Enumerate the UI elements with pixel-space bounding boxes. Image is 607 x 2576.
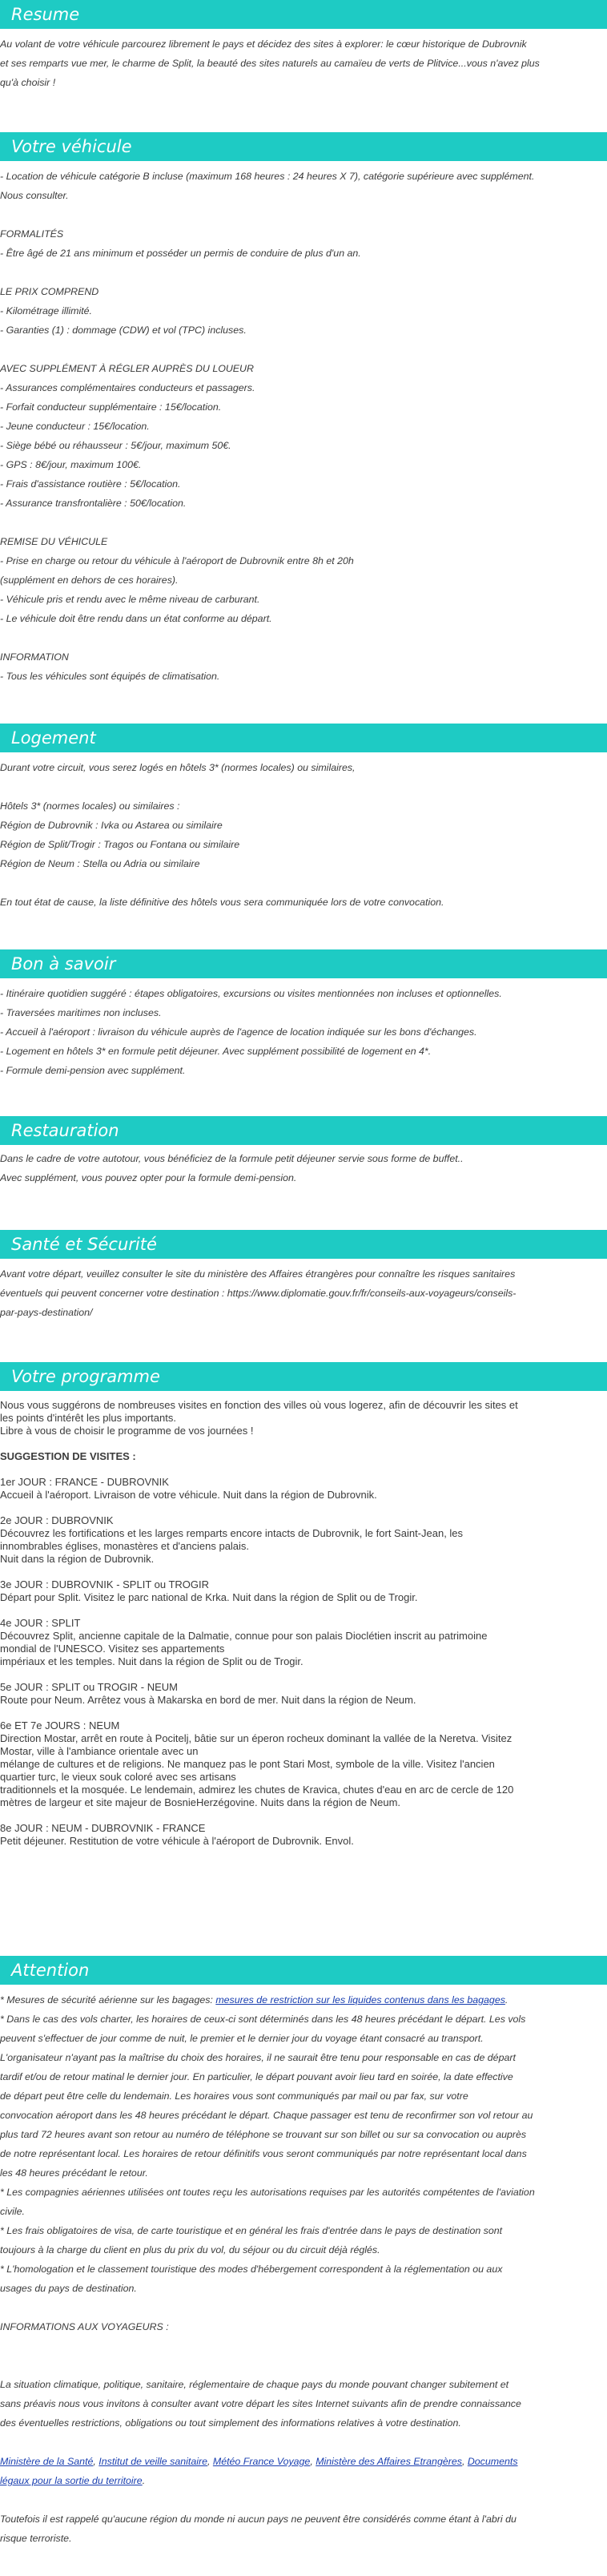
text-span: peuvent s'effectuer de jour comme de nuit, le premier et le dernier jour du voyage étant consacré au transport. [0, 2033, 484, 2044]
text-span: toujours à la charge du client en plus du prix du vol, du séjour ou du circuit déjà réglés. [0, 2244, 380, 2256]
blank-line [0, 1668, 601, 1681]
blank-line [0, 2433, 601, 2452]
section-title: Votre programme [11, 1367, 160, 1386]
section-header-bon-a-savoir [0, 949, 607, 978]
text-span: , [461, 2456, 468, 2467]
text-line [0, 2394, 601, 2413]
info-link[interactable]: mesures de restriction sur les liquides contenus dans les bagages [215, 1994, 505, 2006]
text-line: Découvrez les fortifications et les larges remparts encore intacts de Dubrovnik, le fort Saint-Jean, les [0, 1527, 464, 1539]
section-title: Logement [11, 728, 96, 748]
text-line: En tout état de cause, la liste définitive des hôtels vous sera communiquée lors de votre convocation. [0, 897, 444, 908]
section-header-sante [0, 1230, 607, 1259]
section-title: Attention [11, 1961, 90, 1980]
text-line: Nuit dans la région de Dubrovnik. [0, 1553, 155, 1565]
resume-text [0, 34, 601, 92]
section-header-vehicule [0, 132, 607, 161]
text-line: Au volant de votre véhicule parcourez librement le pays et décidez des sites à explorer: le cœur historique de Dubrovnik [0, 38, 527, 50]
text-line: mélange de cultures et de religions. Ne manquez pas le pont Stari Most, symbole de la ville. Visitez l'ancien [0, 1758, 495, 1770]
text-line: Départ pour Split. Visitez le parc national de Krka. Nuit dans la région de Split ou de Trogir. [0, 1591, 418, 1603]
text-span: sans préavis nous vous invitons à consulter avant votre départ les sites Internet suivants afin de prendre connaissance [0, 2398, 521, 2409]
text-span: , [93, 2456, 99, 2467]
blank-line [0, 1437, 601, 1450]
blank-line [0, 1604, 601, 1617]
section-title: Restauration [11, 1121, 119, 1140]
info-link[interactable]: Ministère des Affaires Etrangères [316, 2456, 462, 2467]
text-line: innombrables églises, monastères et d'anciens palais. [0, 1540, 250, 1552]
blank-line [0, 1502, 601, 1514]
text-line: Direction Mostar, arrêt en route à Pocitelj, bâtie sur un éperon rocheux dominant la vallée de la Neretva. Visitez [0, 1732, 513, 1744]
blank-line [0, 873, 601, 893]
text-line: 5e JOUR : SPLIT ou TROGIR - NEUM [0, 1681, 179, 1693]
blank-line [0, 1463, 601, 1476]
text-line: Nous consulter. [0, 190, 69, 201]
text-line: Nous vous suggérons de nombreuses visites en fonction des villes où vous logerez, afin de découvrir les sites et [0, 1399, 518, 1411]
text-span: * Les compagnies aériennes utilisées ont toutes reçu les autorisations requises par les autorités compétentes de l'aviation [0, 2187, 535, 2198]
text-line: - Logement en hôtels 3* en formule petit déjeuner. Avec supplément possibilité de logement en 4*. [0, 1046, 432, 1057]
text-line: - Prise en charge ou retour du véhicule à l'aéroport de Dubrovnik entre 8h et 20h [0, 555, 354, 566]
text-line: FORMALITÉS [0, 228, 64, 240]
text-span: civile. [0, 2206, 25, 2217]
text-line: les points d'intérêt les plus importants. [0, 1412, 176, 1424]
blank-line [0, 777, 601, 796]
text-line: - Forfait conducteur supplémentaire : 15€/location. [0, 401, 222, 413]
text-line: 3e JOUR : DUBROVNIK - SPLIT ou TROGIR [0, 1578, 210, 1590]
section-header-attention [0, 1956, 607, 1985]
text-line [0, 2413, 601, 2433]
text-span: . [142, 2475, 146, 2486]
text-line: qu'à choisir ! [0, 77, 56, 88]
text-line: 6e ET 7e JOURS : NEUM [0, 1719, 120, 1731]
text-line [0, 2086, 601, 2106]
text-line: - Jeune conducteur : 15€/location. [0, 421, 150, 432]
text-line: - Être âgé de 21 ans minimum et posséder un permis de conduire de plus d'un an. [0, 248, 361, 259]
text-line: (supplément en dehors de ces horaires). [0, 574, 179, 586]
text-line: 8e JOUR : NEUM - DUBROVNIK - FRANCE [0, 1822, 206, 1834]
programme-text [0, 1399, 601, 1848]
info-link[interactable]: Documents [467, 2456, 518, 2467]
text-line: Route pour Neum. Arrêtez vous à Makarska en bord de mer. Nuit dans la région de Neum. [0, 1694, 416, 1706]
text-line [0, 2529, 601, 2548]
text-line [0, 2240, 601, 2260]
text-line: - Véhicule pris et rendu avec le même niveau de carburant. [0, 594, 260, 605]
blank-line [0, 513, 601, 532]
text-line [0, 2375, 601, 2394]
subheading: SUGGESTION DE VISITES : [0, 1450, 136, 1462]
text-line: mètres de largeur et site majeur de BosnieHerzégovine. Nuits dans la région de Neum. [0, 1796, 401, 1808]
vehicule-text [0, 167, 601, 686]
text-span: . [504, 1994, 509, 2006]
text-line [0, 2317, 601, 2336]
text-line [0, 2260, 601, 2279]
text-line: AVEC SUPPLÉMENT À RÉGLER AUPRÈS DU LOUEUR [0, 363, 254, 374]
text-span: usages du pays de destination. [0, 2283, 137, 2294]
text-line: Région de Dubrovnik : Ivka ou Astarea ou similaire [0, 820, 223, 831]
blank-line [0, 2336, 601, 2356]
text-line [0, 2471, 601, 2490]
blank-line [0, 628, 601, 647]
text-span: , [310, 2456, 316, 2467]
text-span: * Mesures de sécurité aérienne sur les bagages: [0, 1994, 216, 2006]
text-line [0, 2183, 601, 2202]
restauration-text [0, 1149, 601, 1187]
text-span: tardif et/ou de retour matinal le dernier jour. En particulier, le départ pouvant avoir lieu tard en soirée, la date effective [0, 2071, 513, 2082]
text-line [0, 2279, 601, 2298]
text-line: INFORMATION [0, 651, 69, 663]
section-title: Bon à savoir [11, 954, 116, 974]
text-span: les 48 heures précédant le retour. [0, 2167, 148, 2179]
text-span: Toutefois il est rappelé qu'aucune région du monde ni aucun pays ne peuvent être considérés comme étant à l'abri du [0, 2514, 517, 2525]
text-line: 1er JOUR : FRANCE - DUBROVNIK [0, 1476, 169, 1488]
text-line [0, 2010, 601, 2029]
section-header-resume [0, 0, 607, 29]
text-line: Petit déjeuner. Restitution de votre véhicule à l'aéroport de Dubrovnik. Envol. [0, 1835, 354, 1847]
text-line: - Assurances complémentaires conducteurs et passagers. [0, 382, 255, 393]
blank-line [0, 1707, 601, 1719]
text-line: Hôtels 3* (normes locales) ou similaires : [0, 800, 180, 812]
text-span: de départ peut être celle du lendemain. Les horaires vous sont communiqués par mail ou par fax, sur votre [0, 2090, 468, 2102]
attention-text [0, 1990, 601, 2548]
text-line [0, 2048, 601, 2067]
text-line [0, 1990, 601, 2010]
text-line: quartier turc, le vieux souk coloré avec ses artisans [0, 1771, 236, 1783]
text-line: Libre à vous de choisir le programme de vos journées ! [0, 1425, 254, 1437]
section-header-restauration [0, 1116, 607, 1145]
section-header-programme [0, 1362, 607, 1391]
info-link[interactable]: Météo France Voyage [212, 2456, 311, 2467]
blank-line [0, 2490, 601, 2509]
text-span: L'organisateur n'ayant pas la maîtrise du choix des horaires, il ne saurait être tenu pour responsable en cas de départ [0, 2052, 516, 2063]
blank-line [0, 340, 601, 359]
text-line [0, 2221, 601, 2240]
sante-text [0, 1264, 601, 1322]
text-line: - Accueil à l'aéroport : livraison du véhicule auprès de l'agence de location indiquée sur les bons d'échanges. [0, 1026, 477, 1038]
logement-text [0, 758, 601, 912]
info-link[interactable]: Ministère de la Santé [0, 2456, 94, 2467]
text-span: * Dans le cas des vols charter, les horaires de ceux-ci sont déterminés dans les 48 heures précédant le départ. Les vols [0, 2014, 526, 2025]
text-line: impériaux et les temples. Nuit dans la région de Split ou de Trogir. [0, 1655, 304, 1667]
text-line: Dans le cadre de votre autotour, vous bénéficiez de la formule petit déjeuner servie sous forme de buffet.. [0, 1153, 464, 1164]
text-line: REMISE DU VÉHICULE [0, 536, 108, 547]
text-line: Accueil à l'aéroport. Livraison de votre véhicule. Nuit dans la région de Dubrovnik. [0, 1489, 377, 1501]
text-line: - Frais d'assistance routière : 5€/location. [0, 478, 181, 490]
text-span: des éventuelles restrictions, obligations ou tout simplement des informations relatives à votre destination. [0, 2417, 461, 2429]
text-line: Région de Split/Trogir : Tragos ou Fontana ou similaire [0, 839, 240, 850]
text-line: Avec supplément, vous pouvez opter pour la formule demi-pension. [0, 1172, 297, 1183]
text-line: - Itinéraire quotidien suggéré : étapes obligatoires, excursions ou visites mentionnées non incluses et optionnelles. [0, 988, 502, 999]
blank-line [0, 1809, 601, 1822]
text-line [0, 2144, 601, 2163]
text-line: par-pays-destination/ [0, 1307, 93, 1318]
text-line [0, 2106, 601, 2125]
section-title: Santé et Sécurité [11, 1235, 157, 1254]
text-line [0, 2202, 601, 2221]
text-line: - Traversées maritimes non incluses. [0, 1007, 162, 1018]
bon-a-savoir-text [0, 984, 601, 1080]
section-title: Votre véhicule [11, 137, 132, 156]
text-line: - Formule demi-pension avec supplément. [0, 1065, 186, 1076]
text-line: - Siège bébé ou réhausseur : 5€/jour, maximum 50€. [0, 440, 231, 451]
text-line: éventuels qui peuvent concerner votre destination : https://www.diplomatie.gouv.fr/fr/conseils-aux-voyageurs/conseils- [0, 1288, 517, 1299]
text-line [0, 2509, 601, 2529]
text-span: plus tard 72 heures avant son retour au numéro de téléphone se trouvant sur son billet ou sur sa convocation ou auprès [0, 2129, 527, 2140]
text-span: * Les frais obligatoires de visa, de carte touristique et en général les frais d'entrée dans le pays de destination sont [0, 2225, 503, 2236]
text-line: - Garanties (1) : dommage (CDW) et vol (TPC) incluses. [0, 325, 247, 336]
text-line: traditionnels et la mosquée. Le lendemain, admirez les chutes de Kravica, chutes d'eau en arc de cercle de 120 [0, 1784, 514, 1796]
text-line: - Location de véhicule catégorie B incluse (maximum 168 heures : 24 heures X 7), catégorie supérieure avec supplément. [0, 171, 535, 182]
text-span: de notre représentant local. Les horaires de retour définitifs vous seront communiqués par notre représentant local dans [0, 2148, 527, 2159]
text-span: , [207, 2456, 213, 2467]
text-line [0, 2452, 601, 2471]
text-line: Région de Neum : Stella ou Adria ou similaire [0, 858, 200, 869]
info-link[interactable]: Institut de veille sanitaire [98, 2456, 207, 2467]
text-span: La situation climatique, politique, sanitaire, réglementaire de chaque pays du monde pouvant changer subitement et [0, 2379, 509, 2390]
blank-line [0, 2298, 601, 2317]
text-line: - Le véhicule doit être rendu dans un état conforme au départ. [0, 613, 272, 624]
text-line: Mostar, ville à l'ambiance orientale avec un [0, 1745, 199, 1757]
text-line: - Tous les véhicules sont équipés de climatisation. [0, 671, 220, 682]
blank-line [0, 1566, 601, 1578]
text-line [0, 2067, 601, 2086]
text-span: INFORMATIONS AUX VOYAGEURS : [0, 2321, 169, 2332]
info-link[interactable]: légaux pour la sortie du territoire [0, 2475, 143, 2486]
section-title: Resume [11, 5, 80, 24]
text-line: Avant votre départ, veuillez consulter le site du ministère des Affaires étrangères pour connaître les risques sanitaires [0, 1268, 516, 1280]
text-line: Découvrez Split, ancienne capitale de la Dalmatie, connue pour son palais Dioclétien inscrit au patrimoine [0, 1630, 488, 1642]
text-line: LE PRIX COMPREND [0, 286, 99, 297]
text-line: 4e JOUR : SPLIT [0, 1617, 81, 1629]
text-span: risque terroriste. [0, 2533, 72, 2544]
text-line: - Kilométrage illimité. [0, 305, 92, 316]
section-header-logement [0, 724, 607, 752]
blank-line [0, 2356, 601, 2375]
text-span: * L'homologation et le classement touristique des modes d'hébergement correspondent à la réglementation ou aux [0, 2264, 503, 2275]
text-line [0, 2029, 601, 2048]
text-line [0, 2163, 601, 2183]
text-line: mondial de l'UNESCO. Visitez ses appartements [0, 1643, 225, 1655]
text-span: convocation aéroport dans les 48 heures précédant le départ. Chaque passager est tenu de reconfirmer son vol retour au [0, 2110, 533, 2121]
text-line: Durant votre circuit, vous serez logés en hôtels 3* (normes locales) ou similaires, [0, 762, 356, 773]
text-line: et ses remparts vue mer, le charme de Split, la beauté des sites naturels au camaïeu de verts de Plitvice...vous n'avez plus [0, 58, 540, 69]
text-line: 2e JOUR : DUBROVNIK [0, 1514, 114, 1526]
text-line [0, 2125, 601, 2144]
blank-line [0, 263, 601, 282]
blank-line [0, 205, 601, 224]
text-line: - Assurance transfrontalière : 50€/location. [0, 498, 187, 509]
text-line: - GPS : 8€/jour, maximum 100€. [0, 459, 142, 470]
